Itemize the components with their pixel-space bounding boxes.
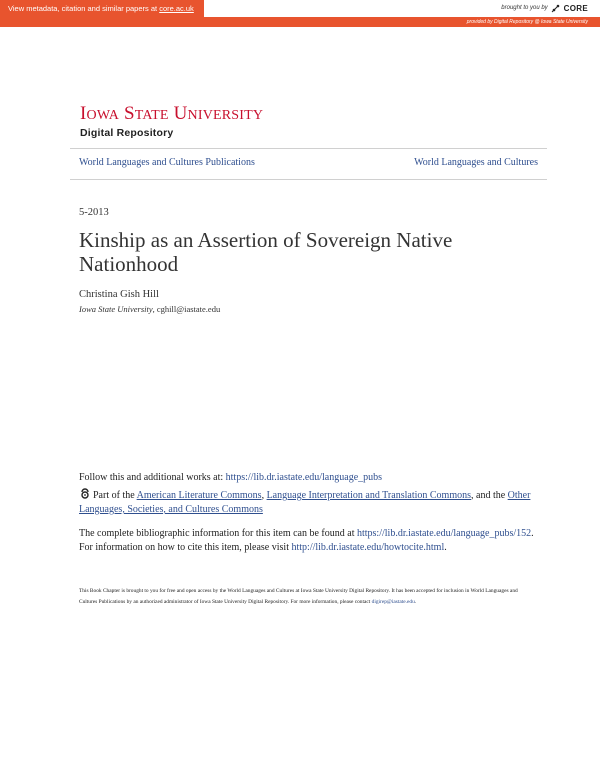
- provided-by-bar: [0, 17, 600, 27]
- author-name: Christina Gish Hill: [79, 289, 159, 300]
- part-of-commons: [79, 488, 549, 517]
- follow-line: [79, 472, 382, 483]
- follow-url[interactable]: https://lib.dr.iastate.edu/language_pubs: [225, 472, 383, 483]
- biblio-text2: . For information on how to cite this item, please visit: [79, 528, 534, 553]
- core-banner: [0, 0, 600, 17]
- contact-email-link[interactable]: digirep@iastate.edu: [371, 599, 415, 605]
- author-affiliation: Iowa State University, cghill@iastate.edu: [79, 304, 221, 314]
- item-url[interactable]: https://lib.dr.iastate.edu/language_pubs/152: [356, 528, 532, 539]
- core-link[interactable]: core.ac.uk: [159, 4, 194, 13]
- provided-by-text: provided by Digital Repository @ Iowa State University: [466, 19, 588, 25]
- core-brought-by-text: brought to you by: [501, 5, 548, 11]
- bibliographic-info: [79, 527, 539, 555]
- bottom-divider: [70, 179, 547, 180]
- fine-print-text: This Book Chapter is brought to you for free and open access by the World Languages and Cultures at Iowa State University Digital Repository. It has been accepted for inclusion in World Languages and Cultures Publications by an authorized administrator of Iowa State University Digital Repository. For more information, please contact: [79, 588, 518, 605]
- part-of-sep2: , and the: [471, 490, 508, 501]
- top-divider: [70, 148, 547, 149]
- publication-title: Kinship as an Assertion of Sovereign Native Nationhood: [79, 228, 453, 276]
- part-of-sep1: ,: [261, 490, 267, 501]
- other-languages-commons-link[interactable]: Other Languages, Societies, and Cultures Commons: [79, 490, 531, 515]
- core-logo-icon: [551, 3, 561, 13]
- fine-print-end: .: [414, 599, 417, 605]
- language-interpretation-commons-link[interactable]: Language Interpretation and Translation Commons: [266, 490, 471, 501]
- core-brand: CORE: [563, 3, 588, 13]
- department-link[interactable]: World Languages and Cultures: [414, 157, 538, 168]
- core-metadata-bar: [0, 0, 204, 17]
- fine-print: [79, 586, 529, 608]
- american-literature-commons-link[interactable]: American Literature Commons: [136, 490, 262, 501]
- part-of-prefix: Part of the: [93, 490, 137, 501]
- publications-collection-link[interactable]: World Languages and Cultures Publications: [79, 157, 255, 168]
- open-access-icon: [79, 488, 91, 499]
- biblio-text3: .: [444, 542, 447, 553]
- digital-repository-label: Digital Repository: [80, 127, 174, 139]
- isu-wordmark: IOWA STATE UNIVERSITY: [80, 103, 264, 124]
- affiliation-name: Iowa State University: [79, 304, 153, 314]
- publication-date: 5-2013: [79, 207, 109, 218]
- author-email: cghill@iastate.edu: [156, 304, 221, 314]
- isu-logo[interactable]: [80, 104, 263, 139]
- core-metadata-text: View metadata, citation and similar papers at: [8, 4, 160, 13]
- howtocite-url[interactable]: http://lib.dr.iastate.edu/howtocite.html: [291, 542, 445, 553]
- core-brought-by[interactable]: [501, 3, 588, 13]
- biblio-text1: The complete bibliographic information for this item can be found at: [79, 528, 357, 539]
- follow-label: Follow this and additional works at:: [79, 472, 226, 483]
